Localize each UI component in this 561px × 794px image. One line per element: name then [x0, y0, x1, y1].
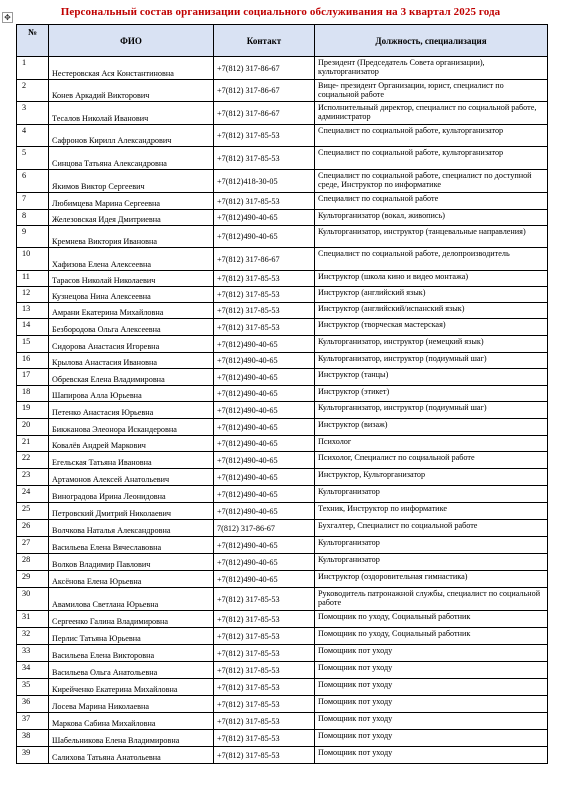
table-row [17, 537, 548, 554]
row-number: 26 [17, 520, 49, 537]
table-row [17, 452, 548, 469]
row-number: 34 [17, 662, 49, 679]
row-position: Культорганизатор, инструктор (подиумный шаг) [315, 353, 548, 369]
row-contact: +7(812)490-40-65 [214, 210, 315, 226]
row-position: Помощник по уходу, Социальный работник [315, 628, 548, 645]
row-number: 35 [17, 679, 49, 696]
row-number: 27 [17, 537, 49, 554]
row-contact: +7(812) 317-85-53 [214, 147, 315, 170]
table-row [17, 747, 548, 764]
row-name: Виноградова Ирина Леонидовна [49, 486, 214, 503]
row-name: Нестеровская Ася Константиновна [49, 57, 214, 80]
row-name: Лосева Марина Николаевна [49, 696, 214, 713]
row-name: Васильева Елена Вячеславовна [49, 537, 214, 554]
row-number: 31 [17, 611, 49, 628]
row-contact: +7(812)490-40-65 [214, 353, 315, 369]
table-row [17, 80, 548, 102]
row-position: Помощник пот уходу [315, 696, 548, 713]
row-number: 33 [17, 645, 49, 662]
row-contact: +7(812)490-40-65 [214, 469, 315, 486]
row-contact: +7(812)490-40-65 [214, 336, 315, 353]
row-contact: +7(812)490-40-65 [214, 571, 315, 588]
row-name: Кремнева Виктория Ивановна [49, 226, 214, 248]
row-position: Специалист по социальной работе, делопроизводитель [315, 248, 548, 271]
table-header-row [17, 25, 548, 57]
row-position: Инструктор (творческая мастерская) [315, 319, 548, 336]
table-row [17, 147, 548, 170]
table-row [17, 248, 548, 271]
row-number: 30 [17, 588, 49, 611]
row-name: Сафронов Кирилл Александрович [49, 125, 214, 147]
table-row [17, 588, 548, 611]
row-position: Культорганизатор [315, 554, 548, 571]
row-contact: +7(812) 317-85-53 [214, 696, 315, 713]
row-name: Безбородова Ольга Алексеевна [49, 319, 214, 336]
row-contact: +7(812) 317-85-53 [214, 319, 315, 336]
table-row [17, 210, 548, 226]
table-row [17, 611, 548, 628]
table-row [17, 402, 548, 419]
row-contact: +7(812) 317-85-53 [214, 287, 315, 303]
row-name: Петровский Дмитрий Николаевич [49, 503, 214, 520]
row-position: Помощник пот уходу [315, 730, 548, 747]
row-position: Помощник пот уходу [315, 713, 548, 730]
row-contact: +7(812) 317-85-53 [214, 271, 315, 287]
row-contact: +7(812)490-40-65 [214, 554, 315, 571]
row-number: 29 [17, 571, 49, 588]
row-position: Помощник пот уходу [315, 747, 548, 764]
row-name: Шабельникова Елена Владимировна [49, 730, 214, 747]
row-number: 23 [17, 469, 49, 486]
table-row [17, 319, 548, 336]
row-contact: +7(812) 317-86-67 [214, 80, 315, 102]
row-contact: +7(812)490-40-65 [214, 436, 315, 452]
table-body [17, 57, 548, 764]
row-name: Обревская Елена Владимировна [49, 369, 214, 386]
row-number: 37 [17, 713, 49, 730]
row-position: Инструктор (этикет) [315, 386, 548, 402]
table-row [17, 679, 548, 696]
row-number: 14 [17, 319, 49, 336]
row-number: 20 [17, 419, 49, 436]
row-number: 9 [17, 226, 49, 248]
table-row [17, 386, 548, 402]
row-name: Маркова Сабина Михайловна [49, 713, 214, 730]
row-position: Президент (Председатель Совета организации), культорганизатор [315, 57, 548, 80]
table-row [17, 193, 548, 210]
table-row [17, 226, 548, 248]
row-position: Культорганизатор [315, 537, 548, 554]
row-contact: +7(812)490-40-65 [214, 503, 315, 520]
row-contact: +7(812) 317-85-53 [214, 628, 315, 645]
row-number: 2 [17, 80, 49, 102]
row-number: 17 [17, 369, 49, 386]
row-name: Сергеенко Галина Владимировна [49, 611, 214, 628]
row-position: Культорганизатор, инструктор (танцевальные направления) [315, 226, 548, 248]
row-number: 16 [17, 353, 49, 369]
row-contact: +7(812) 317-85-53 [214, 588, 315, 611]
row-number: 10 [17, 248, 49, 271]
row-position: Специалист по социальной работе, культорганизатор [315, 125, 548, 147]
row-name: Артамонов Алексей Анатольевич [49, 469, 214, 486]
table-row [17, 419, 548, 436]
row-position: Помощник пот уходу [315, 645, 548, 662]
row-number: 5 [17, 147, 49, 170]
row-position: Инструктор (английский язык) [315, 287, 548, 303]
table-row [17, 486, 548, 503]
row-contact: +7(812) 317-85-53 [214, 679, 315, 696]
row-name: Любимцева Марина Сергеевна [49, 193, 214, 210]
row-name: Сидорова Анастасия Игоревна [49, 336, 214, 353]
row-contact: +7(812) 317-85-53 [214, 730, 315, 747]
row-name: Перлис Татьяна Юрьевна [49, 628, 214, 645]
table-row [17, 554, 548, 571]
row-position: Исполнительный директор, специалист по социальной работе, администратор [315, 102, 548, 125]
row-number: 22 [17, 452, 49, 469]
row-contact: +7(812) 317-86-67 [214, 248, 315, 271]
row-position: Психолог, Специалист по социальной работе [315, 452, 548, 469]
row-contact: +7(812) 317-85-53 [214, 611, 315, 628]
row-name: Хафизова Елена Алексеевна [49, 248, 214, 271]
row-number: 3 [17, 102, 49, 125]
row-name: Синцова Татьяна Александровна [49, 147, 214, 170]
row-name: Васильева Ольга Анатольевна [49, 662, 214, 679]
row-number: 24 [17, 486, 49, 503]
row-name: Ковалёв Андрей Маркович [49, 436, 214, 452]
row-contact: +7(812) 317-86-67 [214, 102, 315, 125]
row-position: Руководитель патронажной службы, специалист по социальной работе [315, 588, 548, 611]
table-row [17, 57, 548, 80]
row-position: Инструктор (школа кино и видео монтажа) [315, 271, 548, 287]
table-row [17, 369, 548, 386]
table-row [17, 469, 548, 486]
row-contact: +7(812) 317-85-53 [214, 125, 315, 147]
table-row [17, 170, 548, 193]
row-name: Кузнецова Нина Алексеевна [49, 287, 214, 303]
row-number: 15 [17, 336, 49, 353]
row-position: Специалист по социальной работе, культорганизатор [315, 147, 548, 170]
document-title: Персональный состав организации социального обслуживания на 3 квартал 2025 года [60, 6, 501, 18]
row-position: Специалист по социальной работе [315, 193, 548, 210]
row-contact: +7(812)490-40-65 [214, 419, 315, 436]
row-number: 6 [17, 170, 49, 193]
table-row [17, 125, 548, 147]
table-row [17, 713, 548, 730]
row-position: Инструктор (визаж) [315, 419, 548, 436]
header-name: ФИО [49, 25, 214, 57]
row-name: Авамилова Светлана Юрьевна [49, 588, 214, 611]
row-name: Волчкова Наталья Александровна [49, 520, 214, 537]
row-contact: +7(812)418-30-05 [214, 170, 315, 193]
row-number: 13 [17, 303, 49, 319]
staff-table [16, 24, 548, 764]
row-number: 8 [17, 210, 49, 226]
table-row [17, 520, 548, 537]
row-number: 12 [17, 287, 49, 303]
row-number: 39 [17, 747, 49, 764]
row-contact: +7(812)490-40-65 [214, 452, 315, 469]
row-number: 21 [17, 436, 49, 452]
row-number: 18 [17, 386, 49, 402]
row-contact: +7(812)490-40-65 [214, 402, 315, 419]
row-name: Салихова Татьяна Анатольевна [49, 747, 214, 764]
row-position: Специалист по социальной работе, специалист по доступной среде, Инструктор по информатике [315, 170, 548, 193]
row-contact: 7(812) 317-86-67 [214, 520, 315, 537]
row-contact: +7(812)490-40-65 [214, 537, 315, 554]
row-position: Помощник по уходу, Социальный работник [315, 611, 548, 628]
table-row [17, 503, 548, 520]
table-row [17, 102, 548, 125]
row-name: Конев Аркадий Викторович [49, 80, 214, 102]
row-name: Якимов Виктор Сергеевич [49, 170, 214, 193]
row-name: Кирейченко Екатерина Михайловна [49, 679, 214, 696]
header-contact: Контакт [214, 25, 315, 57]
row-name: Крылова Анастасия Ивановна [49, 353, 214, 369]
row-name: Бикжанова Элеонора Искандеровна [49, 419, 214, 436]
row-number: 19 [17, 402, 49, 419]
row-contact: +7(812) 317-85-53 [214, 303, 315, 319]
row-position: Инструктор (оздоровительная гимнастика) [315, 571, 548, 588]
row-name: Тарасов Николай Николаевич [49, 271, 214, 287]
row-number: 36 [17, 696, 49, 713]
row-number: 11 [17, 271, 49, 287]
row-name: Аксёнова Елена Юрьевна [49, 571, 214, 588]
row-number: 4 [17, 125, 49, 147]
row-contact: +7(812)490-40-65 [214, 486, 315, 503]
row-contact: +7(812) 317-85-53 [214, 713, 315, 730]
row-name: Амрани Екатерина Михайловна [49, 303, 214, 319]
row-name: Тесалов Николай Иванович [49, 102, 214, 125]
row-position: Инструктор (танцы) [315, 369, 548, 386]
table-row [17, 628, 548, 645]
row-number: 38 [17, 730, 49, 747]
table-row [17, 571, 548, 588]
row-contact: +7(812)490-40-65 [214, 386, 315, 402]
table-row [17, 287, 548, 303]
row-name: Васильева Елена Викторовна [49, 645, 214, 662]
table-row [17, 271, 548, 287]
header-number: № [17, 25, 49, 57]
table-row [17, 645, 548, 662]
row-number: 32 [17, 628, 49, 645]
header-position: Должность, специализация [315, 25, 548, 57]
row-name: Железовская Идея Дмитриевна [49, 210, 214, 226]
table-row [17, 662, 548, 679]
row-contact: +7(812) 317-85-53 [214, 193, 315, 210]
row-position: Помощник пот уходу [315, 662, 548, 679]
row-contact: +7(812)490-40-65 [214, 369, 315, 386]
move-arrows-icon[interactable]: ✥ [2, 12, 13, 23]
row-position: Бухгалтер, Специалист по социальной работе [315, 520, 548, 537]
row-position: Культорганизатор, инструктор (немецкий язык) [315, 336, 548, 353]
table-row [17, 436, 548, 452]
row-name: Шапирова Алла Юрьевна [49, 386, 214, 402]
row-contact: +7(812) 317-85-53 [214, 747, 315, 764]
row-name: Петенко Анастасия Юрьевна [49, 402, 214, 419]
row-position: Культорганизатор (вокал, живопись) [315, 210, 548, 226]
row-contact: +7(812) 317-85-53 [214, 662, 315, 679]
row-position: Вице- президент Организации, юрист, специалист по социальной работе [315, 80, 548, 102]
row-contact: +7(812)490-40-65 [214, 226, 315, 248]
table-row [17, 696, 548, 713]
row-number: 28 [17, 554, 49, 571]
row-position: Техник, Инструктор по информатике [315, 503, 548, 520]
row-contact: +7(812) 317-86-67 [214, 57, 315, 80]
table-row [17, 336, 548, 353]
table-row [17, 353, 548, 369]
row-position: Инструктор (английский/испанский язык) [315, 303, 548, 319]
row-position: Помощник пот уходу [315, 679, 548, 696]
row-position: Культорганизатор, инструктор (подиумный шаг) [315, 402, 548, 419]
table-row [17, 303, 548, 319]
row-name: Волков Владимир Павлович [49, 554, 214, 571]
row-position: Инструктор, Культорганизатор [315, 469, 548, 486]
row-number: 1 [17, 57, 49, 80]
table-row [17, 730, 548, 747]
row-contact: +7(812) 317-85-53 [214, 645, 315, 662]
row-position: Культорганизатор [315, 486, 548, 503]
row-number: 7 [17, 193, 49, 210]
row-name: Егельская Татьяна Ивановна [49, 452, 214, 469]
row-number: 25 [17, 503, 49, 520]
row-position: Психолог [315, 436, 548, 452]
